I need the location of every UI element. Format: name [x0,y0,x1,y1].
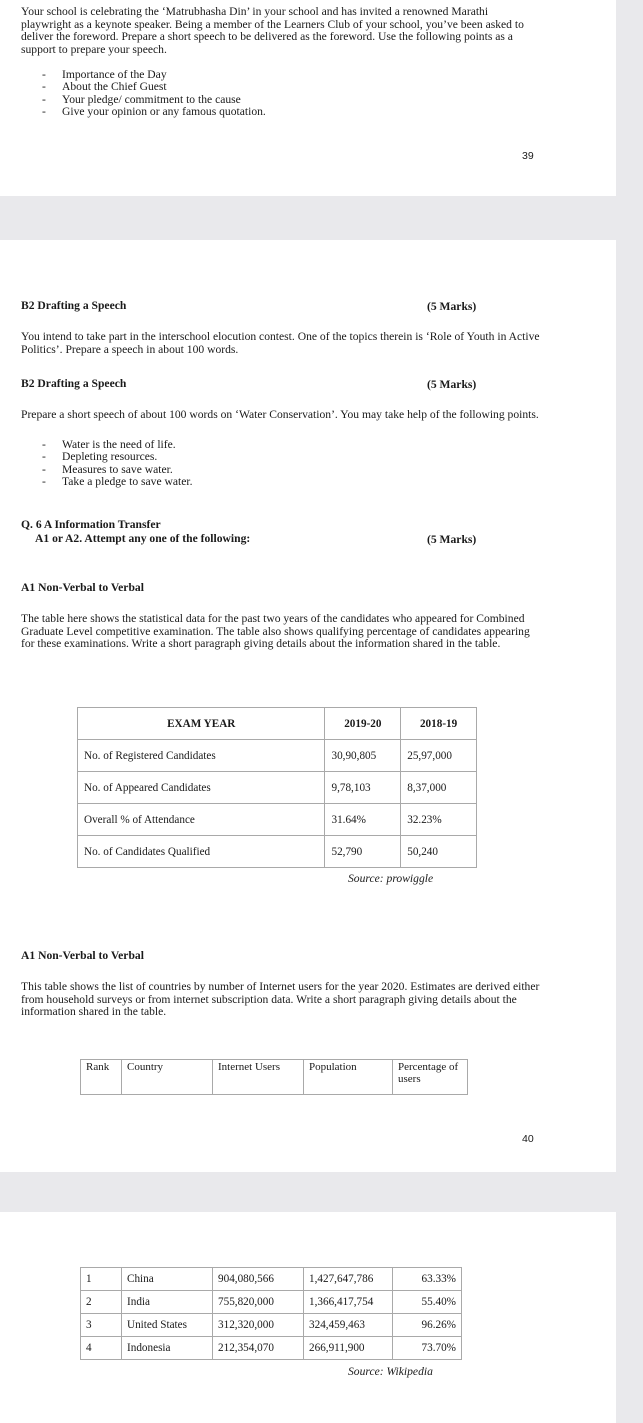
table-cell: 1 [81,1268,122,1291]
marks-label: (5 Marks) [427,378,477,391]
table-cell: 9,78,103 [325,772,401,804]
table-cell: 1,366,417,754 [304,1291,393,1314]
table-cell: 50,240 [401,836,477,868]
water-conservation-task-text: Prepare a short speech of about 100 words on ‘Water Conservation’. You may take help of the following points. [21,408,539,421]
table-row [78,772,477,804]
list-item: - Give your opinion or any famous quotation. [0,106,560,118]
table-cell: 8,37,000 [401,772,477,804]
table-row [78,804,477,836]
section-heading-a1-second: A1 Non-Verbal to Verbal [21,949,144,962]
page-number: 40 [522,1133,534,1145]
exam-table-task-text: The table here shows the statistical data for the past two years of the candidates who appeared for Combined Graduate Level competitive examination. The table also shows qualifying percentage of candidates appearing for these examinations. Write a short paragraph giving details about the information shared in the table. [21,612,530,651]
table-cell: 1,427,647,786 [304,1268,393,1291]
table-cell: No. of Appeared Candidates [78,772,325,804]
document-page-40 [0,240,616,1172]
section-heading-b2-first: B2 Drafting a Speech [21,299,127,312]
table-cell: No. of Candidates Qualified [78,836,325,868]
table-header-cell: Population [304,1060,393,1095]
table-cell: India [122,1291,213,1314]
table-cell: 904,080,566 [213,1268,304,1291]
table-header-cell: Rank [81,1060,122,1095]
table-cell: 312,320,000 [213,1314,304,1337]
marks-label: (5 Marks) [427,533,477,546]
water-points-list [0,439,560,489]
table-cell: 55.40% [393,1291,462,1314]
table-cell: 4 [81,1337,122,1360]
table-cell: 755,820,000 [213,1291,304,1314]
table-header-cell: 2019-20 [325,708,401,740]
table-cell: United States [122,1314,213,1337]
table-header-cell: 2018-19 [401,708,477,740]
internet-users-data-table [80,1267,462,1360]
internet-users-header-table [80,1059,468,1095]
list-item: - Measures to save water. [0,464,560,476]
page-number: 39 [522,150,534,162]
list-item: - Take a pledge to save water. [0,476,560,488]
table-header-cell: EXAM YEAR [78,708,325,740]
table-cell: China [122,1268,213,1291]
table-cell: 266,911,900 [304,1337,393,1360]
table-cell: 32.23% [401,804,477,836]
table-cell: 212,354,070 [213,1337,304,1360]
question-6-title: Q. 6 A Information Transfer [21,518,161,531]
list-item: - Depleting resources. [0,451,560,463]
table-header-cell: Country [122,1060,213,1095]
section-heading-b2-second: B2 Drafting a Speech [21,377,127,390]
table-cell: Indonesia [122,1337,213,1360]
table-cell: 96.26% [393,1314,462,1337]
exam-statistics-table [77,707,477,868]
table-header-row [78,708,477,740]
table-cell: 3 [81,1314,122,1337]
table-cell: 2 [81,1291,122,1314]
table-cell: Overall % of Attendance [78,804,325,836]
table-row [78,740,477,772]
document-page-41 [0,1212,616,1423]
table-cell: 324,459,463 [304,1314,393,1337]
table-row [78,836,477,868]
table-cell: 73.70% [393,1337,462,1360]
table-header-row [81,1060,468,1095]
table-cell: 25,97,000 [401,740,477,772]
list-item: - Water is the need of life. [0,439,560,451]
table-row [81,1337,462,1360]
table-cell: 63.33% [393,1268,462,1291]
speech-points-list [0,69,560,119]
speech-task-intro: Your school is celebrating the ‘Matrubhasha Din’ in your school and has invited a renowned Marathi playwright as a keynote speaker. Being a member of the Learners Club of your school, you’ve been asked to deliver the foreword. Prepare a short speech to be delivered as the foreword. Use the following points as a support to prepare your speech. [21,5,524,56]
table-header-cell: Percentage of users [393,1060,468,1095]
elocution-task-text: You intend to take part in the interschool elocution contest. One of the topics therein is ‘Role of Youth in Active Politics’. Prepare a speech in about 100 words. [21,330,540,356]
document-page-39 [0,0,616,196]
table-cell: 30,90,805 [325,740,401,772]
table-source-caption: Source: Wikipedia [348,1365,433,1378]
table-row [81,1268,462,1291]
table-cell: 52,790 [325,836,401,868]
table-header-cell: Internet Users [213,1060,304,1095]
question-6-subtitle: A1 or A2. Attempt any one of the following: [35,532,251,545]
list-item: - Your pledge/ commitment to the cause [0,94,560,106]
table-cell: No. of Registered Candidates [78,740,325,772]
table-row [81,1314,462,1337]
list-item: - About the Chief Guest [0,81,560,93]
table-row [81,1291,462,1314]
list-item: - Importance of the Day [0,69,560,81]
table-source-caption: Source: prowiggle [348,872,434,885]
marks-label: (5 Marks) [427,300,477,313]
section-heading-a1-first: A1 Non-Verbal to Verbal [21,581,144,594]
table-cell: 31.64% [325,804,401,836]
internet-table-task-text: This table shows the list of countries by number of Internet users for the year 2020. Estimates are derived either from household surveys or from internet subscription data. Write a short paragraph giving details about the information shared in the table. [21,980,540,1019]
